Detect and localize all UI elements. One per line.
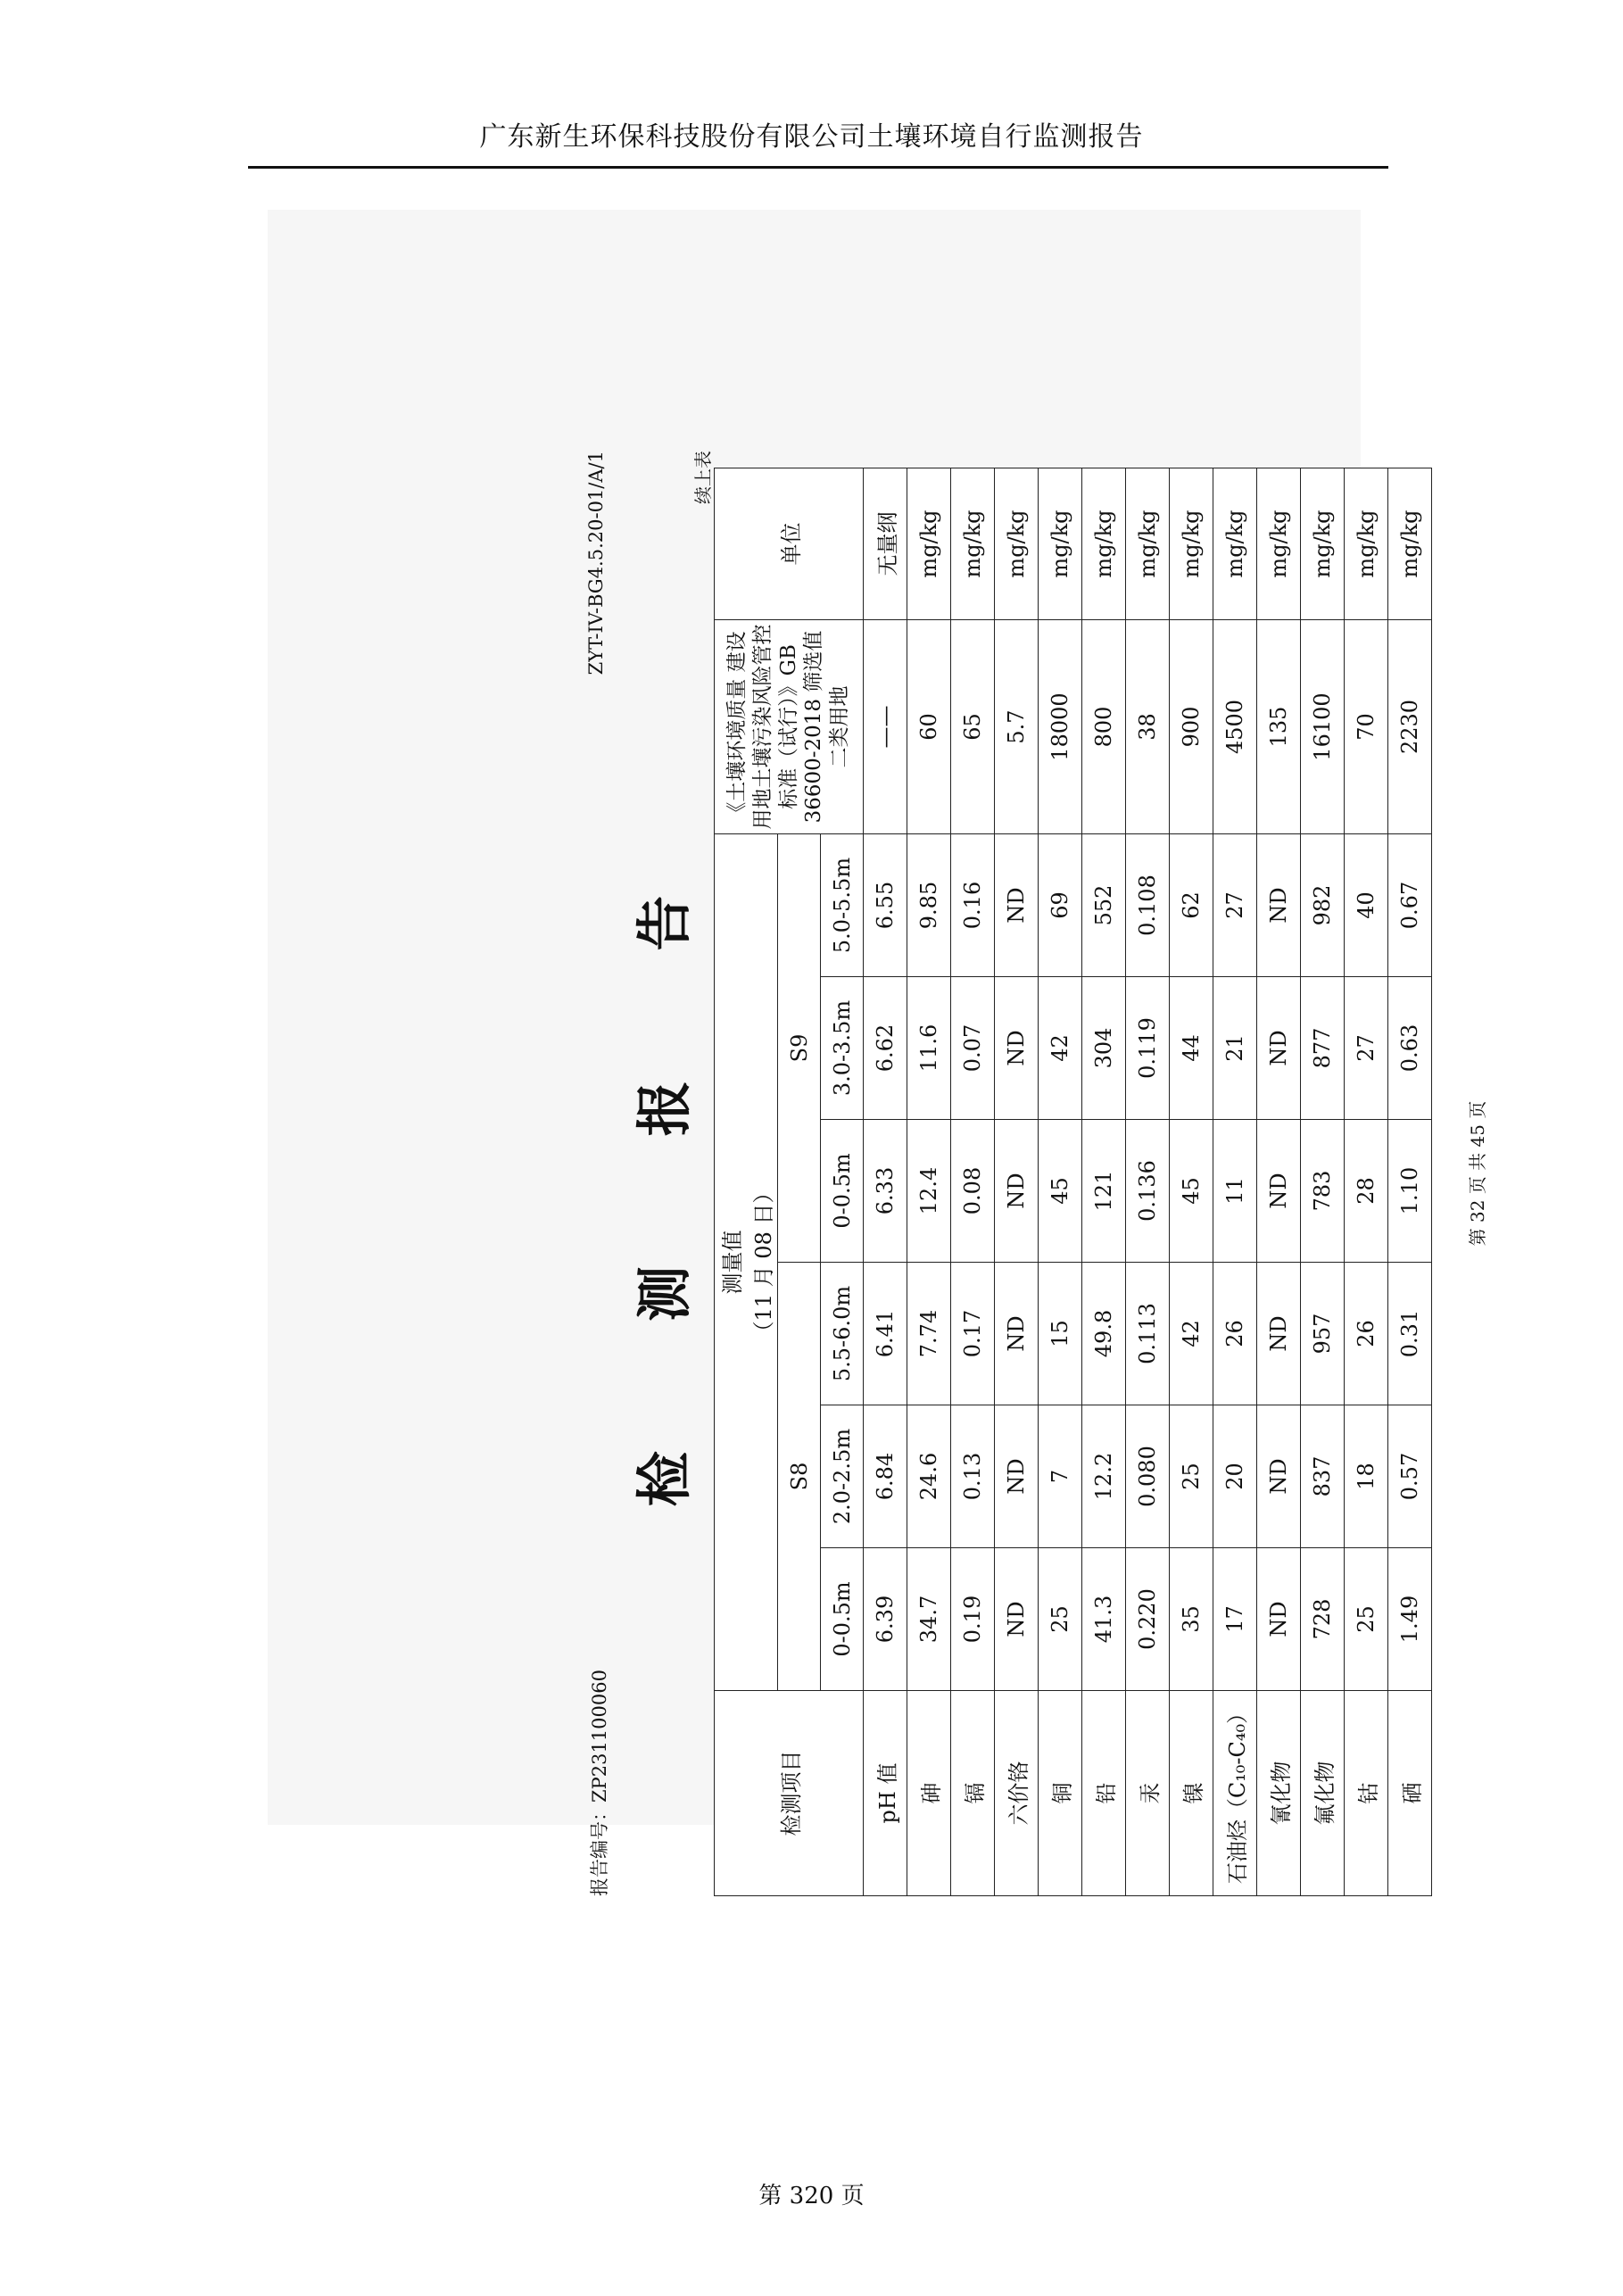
rotated-report-content (580, 415, 1517, 1932)
row-unit: mg/kg (995, 468, 1039, 620)
table-row (1388, 468, 1432, 1896)
row-value: ND (1257, 977, 1301, 1120)
header-site-s8: S8 (778, 1263, 821, 1691)
row-value: 25 (1345, 1548, 1388, 1691)
row-value: 0.31 (1388, 1263, 1432, 1405)
row-value: 0.113 (1126, 1263, 1170, 1405)
row-unit: mg/kg (907, 468, 951, 620)
report-title: 检 测 报 告 (632, 840, 697, 1507)
row-standard: 16100 (1301, 620, 1345, 834)
table-row (951, 468, 995, 1896)
report-number: 报告编号：ZP231100060 (589, 1670, 610, 1896)
row-value: 25 (1170, 1405, 1213, 1548)
table-row (1082, 468, 1126, 1896)
row-value: 552 (1082, 834, 1126, 977)
row-item: 铜 (1039, 1691, 1082, 1896)
continued-label: 续上表 (692, 451, 714, 504)
row-item: 汞 (1126, 1691, 1170, 1896)
header-item: 检测项目 (715, 1691, 864, 1896)
row-value: 9.85 (907, 834, 951, 977)
row-value: 45 (1170, 1120, 1213, 1263)
row-value: ND (1257, 1405, 1301, 1548)
row-value: 0.67 (1388, 834, 1432, 977)
scanned-report-page (268, 210, 1488, 1896)
row-value: 7 (1039, 1405, 1082, 1548)
row-value: 1.10 (1388, 1120, 1432, 1263)
row-item: 砷 (907, 1691, 951, 1896)
report-page-counter: 第 32 页 共 45 页 (1467, 1100, 1488, 1247)
row-value: ND (1257, 1120, 1301, 1263)
row-value: 6.33 (864, 1120, 907, 1263)
row-standard: 38 (1126, 620, 1170, 834)
row-value: 0.080 (1126, 1405, 1170, 1548)
table-row (1213, 468, 1257, 1896)
table-row (864, 468, 907, 1896)
row-value: 0.19 (951, 1548, 995, 1691)
header-measured (715, 834, 778, 1691)
form-code: ZYT-IV-BG4.5.20-01/A/1 (585, 451, 607, 676)
row-item: 氟化物 (1301, 1691, 1345, 1896)
row-standard: 65 (951, 620, 995, 834)
header-unit: 单位 (715, 468, 864, 620)
row-value: 35 (1170, 1548, 1213, 1691)
row-unit: mg/kg (1039, 468, 1082, 620)
row-standard: 70 (1345, 620, 1388, 834)
table-row (1170, 468, 1213, 1896)
row-item: pH 值 (864, 1691, 907, 1896)
row-value: 69 (1039, 834, 1082, 977)
row-unit: mg/kg (1213, 468, 1257, 620)
row-item: 氰化物 (1257, 1691, 1301, 1896)
row-value: ND (1257, 834, 1301, 977)
row-value: 982 (1301, 834, 1345, 977)
row-value: 18 (1345, 1405, 1388, 1548)
row-value: ND (1257, 1548, 1301, 1691)
row-value: 41.3 (1082, 1548, 1126, 1691)
row-value: 25 (1039, 1548, 1082, 1691)
row-unit: mg/kg (1170, 468, 1213, 620)
row-standard: 18000 (1039, 620, 1082, 834)
row-standard: 800 (1082, 620, 1126, 834)
row-value: ND (995, 1263, 1039, 1405)
header-depth: 5.0-5.5m (821, 834, 864, 977)
row-value: 0.119 (1126, 977, 1170, 1120)
row-unit: mg/kg (951, 468, 995, 620)
page-number: 第 320 页 (758, 2183, 865, 2209)
row-value: 304 (1082, 977, 1126, 1120)
row-standard: 5.7 (995, 620, 1039, 834)
row-value: 0.57 (1388, 1405, 1432, 1548)
row-value: ND (995, 1405, 1039, 1548)
header-depth: 0-0.5m (821, 1120, 864, 1263)
row-value: ND (995, 1120, 1039, 1263)
row-value: 0.63 (1388, 977, 1432, 1120)
row-standard: 900 (1170, 620, 1213, 834)
row-value: 26 (1213, 1263, 1257, 1405)
row-standard: 4500 (1213, 620, 1257, 834)
row-value: 12.4 (907, 1120, 951, 1263)
row-value: 6.55 (864, 834, 907, 977)
row-unit: mg/kg (1345, 468, 1388, 620)
row-value: 957 (1301, 1263, 1345, 1405)
header-depth: 3.0-3.5m (821, 977, 864, 1120)
row-value: ND (995, 834, 1039, 977)
row-value: 6.39 (864, 1548, 907, 1691)
row-value: 26 (1345, 1263, 1388, 1405)
row-value: 27 (1345, 977, 1388, 1120)
row-value: 0.108 (1126, 834, 1170, 977)
table-row (1257, 468, 1301, 1896)
header-standard: 《土壤环境质量 建设用地土壤污染风险管控标准（试行）》GB 36600-2018 筛选值二类用地 (715, 620, 864, 834)
row-value: 0.08 (951, 1120, 995, 1263)
row-value: 0.13 (951, 1405, 995, 1548)
row-item: 铅 (1082, 1691, 1126, 1896)
row-unit: mg/kg (1388, 468, 1432, 620)
row-value: 49.8 (1082, 1263, 1126, 1405)
row-value: 783 (1301, 1120, 1345, 1263)
row-standard: 60 (907, 620, 951, 834)
row-value: 6.62 (864, 977, 907, 1120)
row-value: 728 (1301, 1548, 1345, 1691)
row-value: 121 (1082, 1120, 1126, 1263)
results-table (714, 468, 1432, 1896)
row-value: ND (995, 977, 1039, 1120)
row-value: 0.220 (1126, 1548, 1170, 1691)
row-unit: mg/kg (1126, 468, 1170, 620)
row-value: 17 (1213, 1548, 1257, 1691)
row-value: 11 (1213, 1120, 1257, 1263)
table-row (1345, 468, 1388, 1896)
row-item: 镉 (951, 1691, 995, 1896)
row-item: 镍 (1170, 1691, 1213, 1896)
row-value: 34.7 (907, 1548, 951, 1691)
table-row (1301, 468, 1345, 1896)
row-value: 44 (1170, 977, 1213, 1120)
row-value: 45 (1039, 1120, 1082, 1263)
row-value: 42 (1170, 1263, 1213, 1405)
row-standard: 2230 (1388, 620, 1432, 834)
row-value: 0.07 (951, 977, 995, 1120)
row-value: 11.6 (907, 977, 951, 1120)
row-value: 62 (1170, 834, 1213, 977)
row-value: 1.49 (1388, 1548, 1432, 1691)
row-value: 40 (1345, 834, 1388, 977)
table-row (1039, 468, 1082, 1896)
row-value: 24.6 (907, 1405, 951, 1548)
row-unit: mg/kg (1082, 468, 1126, 620)
header-depth: 2.0-2.5m (821, 1405, 864, 1548)
row-value: 0.17 (951, 1263, 995, 1405)
row-item: 石油烃（C₁₀-C₄₀） (1213, 1691, 1257, 1896)
row-value: 12.2 (1082, 1405, 1126, 1548)
row-value: ND (995, 1548, 1039, 1691)
row-value: 837 (1301, 1405, 1345, 1548)
header-measured-line1: 测量值 (720, 1230, 745, 1295)
row-item: 六价铬 (995, 1691, 1039, 1896)
row-value: 21 (1213, 977, 1257, 1120)
row-item: 钴 (1345, 1691, 1388, 1896)
row-value: 20 (1213, 1405, 1257, 1548)
header-site-s9: S9 (778, 834, 821, 1263)
table-row (1126, 468, 1170, 1896)
row-value: 7.74 (907, 1263, 951, 1405)
row-value: 6.41 (864, 1263, 907, 1405)
header-rule (248, 166, 1388, 169)
row-unit: mg/kg (1301, 468, 1345, 620)
row-unit: 无量纲 (864, 468, 907, 620)
row-value: 0.16 (951, 834, 995, 977)
row-value: 877 (1301, 977, 1345, 1120)
page-header: 广东新生环保科技股份有限公司土壤环境自行监测报告 (479, 121, 1144, 153)
row-standard: 135 (1257, 620, 1301, 834)
header-depth: 5.5-6.0m (821, 1263, 864, 1405)
row-item: 硒 (1388, 1691, 1432, 1896)
row-value: 15 (1039, 1263, 1082, 1405)
table-row (907, 468, 951, 1896)
row-standard: —— (864, 620, 907, 834)
table-row (995, 468, 1039, 1896)
row-value: 42 (1039, 977, 1082, 1120)
row-value: 28 (1345, 1120, 1388, 1263)
header-measured-line2: （11 月 08 日） (751, 1181, 776, 1343)
row-value: 27 (1213, 834, 1257, 977)
report-meta (580, 451, 616, 1896)
row-value: 0.136 (1126, 1120, 1170, 1263)
row-unit: mg/kg (1257, 468, 1301, 620)
header-depth: 0-0.5m (821, 1548, 864, 1691)
row-value: 6.84 (864, 1405, 907, 1548)
row-value: ND (1257, 1263, 1301, 1405)
